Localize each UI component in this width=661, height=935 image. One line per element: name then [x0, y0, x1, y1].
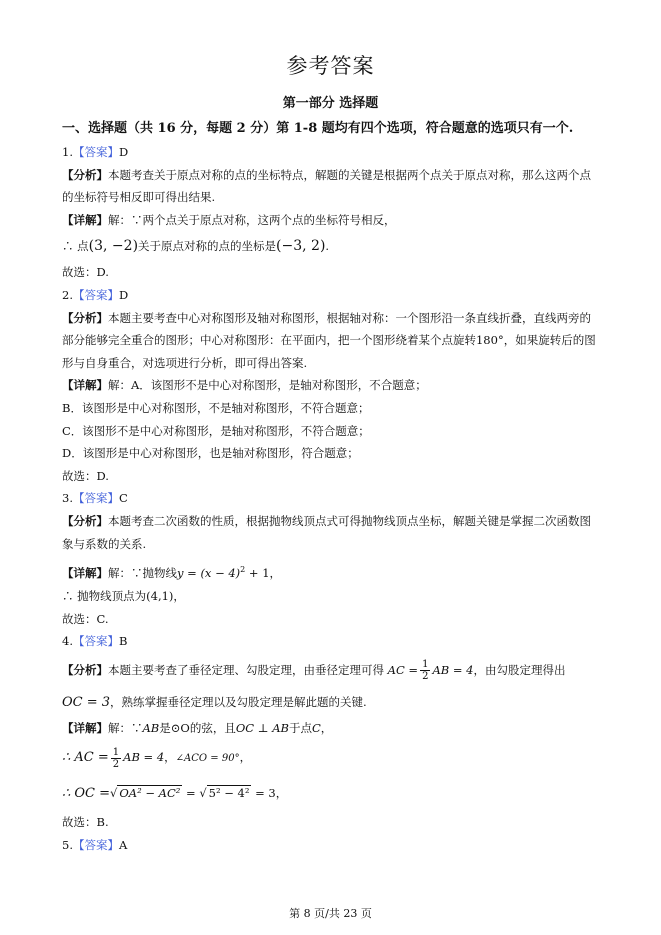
sqrt-icon: √: [199, 786, 207, 801]
q4-equals: =: [182, 786, 200, 801]
q4-answer-line: [62, 630, 610, 653]
q5-answer-line: [62, 834, 610, 857]
q4-point-c: C: [311, 720, 321, 735]
q2-analysis-text: 本题主要考查中心对称图形及轴对称图形，根据轴对称：一个图形沿一条直线折叠，直线两旁的: [108, 310, 591, 325]
answer-tag: 【答案】: [72, 287, 119, 302]
q2-detail-text: 解：A．该图形不是中心对称图形，是轴对称图形，不合题意；: [108, 378, 427, 393]
q4-ab-eq: AB = 4: [432, 662, 474, 677]
answer-tag: 【答案】: [72, 491, 119, 506]
q4-analysis-line-2: [62, 687, 610, 717]
q4-sep-2: ，: [239, 750, 252, 765]
q4-half-fraction-2: [111, 747, 121, 770]
q3-formula-tail: + 1: [245, 565, 270, 580]
q1-answer-line: [62, 141, 610, 164]
q3-answer: C: [118, 491, 128, 506]
q1-detail-mid: 关于原点对称的点的坐标是: [138, 239, 277, 254]
sqrt-icon: √: [110, 786, 118, 801]
q4-perpendicular: OC ⊥ AB: [235, 720, 289, 735]
q2-answer: D: [118, 287, 129, 302]
answer-tag: 【答案】: [72, 838, 119, 853]
analysis-tag: 【分析】: [62, 167, 108, 182]
q4-choose: 故选：B.: [62, 815, 109, 830]
page-footer: 第 8 页/共 23 页: [289, 907, 372, 920]
q3-detail-line-2: ∴ 抛物线顶点为(4,1)，: [62, 589, 185, 604]
q4-detail-pre: 解：∵: [108, 720, 143, 735]
q4-detail-mid: 是⊙O的弦，且: [159, 720, 236, 735]
q1-point: (3, −2): [88, 238, 139, 255]
q4-radicand-1: OA² − AC²: [119, 786, 181, 801]
q4-therefore-oc: ∴ OC =: [62, 786, 111, 802]
q2-detail-line-2: B．该图形是中心对称图形，不是轴对称图形，不符合题意；: [62, 400, 370, 415]
q1-answer: D: [118, 145, 129, 159]
q2-number: 2.: [62, 287, 73, 302]
q3-analysis-text: 本题考查二次函数的性质，根据抛物线顶点式可得抛物线顶点坐标，解题关键是掌握二次函数图: [108, 513, 591, 528]
detail-tag: 【详解】: [62, 720, 108, 735]
q1-number: 1.: [62, 145, 73, 159]
q5-number: 5.: [62, 838, 73, 853]
q4-detail-mid2: 于点: [288, 720, 312, 735]
analysis-tag: 【分析】: [62, 513, 108, 528]
q3-choose: 故选：C.: [62, 611, 109, 626]
q3-parabola-formula: y = (x − 4): [177, 565, 241, 580]
q4-number: 4.: [62, 634, 73, 649]
analysis-tag: 【分析】: [62, 310, 108, 325]
q4-detail-line: [62, 717, 610, 740]
q1-detail-line-2: [62, 231, 610, 261]
q1-analysis-line: [62, 164, 610, 187]
detail-tag: 【详解】: [62, 378, 108, 393]
q4-chord-ab: AB: [142, 720, 160, 735]
q2-detail-line: [62, 374, 610, 397]
q1-analysis-line-2: 的坐标符号相反即可得出结果.: [62, 190, 216, 205]
q4-detail-end: ，: [320, 720, 333, 735]
q3-number: 3.: [62, 491, 73, 506]
q1-period: .: [325, 239, 330, 254]
q4-angle: ∠ACO = 90°: [175, 753, 240, 765]
q4-answer: B: [118, 634, 128, 649]
fraction-numerator: 1: [422, 659, 429, 671]
q1-detail-text: 解：∵两个点关于原点对称，这两个点的坐标符号相反，: [108, 212, 396, 227]
q4-sep: ，: [164, 750, 176, 765]
q4-radicand-2: 5² − 4²: [208, 786, 250, 801]
fraction-denominator: 2: [112, 758, 120, 770]
answer-content: [62, 141, 610, 857]
q3-detail-line: [62, 555, 610, 585]
q1-symmetric-point: (−3, 2): [276, 238, 326, 255]
analysis-tag: 【分析】: [62, 662, 108, 677]
q4-oc-eq: OC = 3: [62, 694, 111, 710]
q4-analysis-text-2: ，熟练掌握垂径定理以及勾股定理是解此题的关键.: [110, 694, 367, 709]
part-subtitle: 第一部分 选择题: [282, 96, 379, 111]
fraction-denominator: 2: [422, 671, 429, 683]
q4-detail-line-2: [62, 739, 610, 775]
answer-tag: 【答案】: [72, 634, 119, 649]
q3-detail-text: 解：∵抛物线: [108, 565, 177, 580]
q4-result: = 3，: [251, 786, 288, 801]
q2-analysis-line-2: 部分能够完全重合的图形；中心对称图形：在平面内，把一个图形绕着某个点旋转180°，如果旋转后的图: [62, 333, 596, 348]
q2-detail-line-4: D．该图形是中心对称图形，也是轴对称图形，符合题意；: [62, 446, 359, 461]
q4-analysis-text: 本题主要考查了垂径定理、勾股定理，由垂径定理可得: [108, 662, 384, 677]
answer-tag: 【答案】: [72, 145, 119, 159]
q2-detail-line-3: C．该图形不是中心对称图形，是轴对称图形，不符合题意；: [62, 423, 370, 438]
fraction-numerator: 1: [112, 746, 120, 758]
q4-detail-line-3: [62, 775, 610, 811]
q4-ab-eq-2: AB = 4: [123, 750, 165, 765]
q4-therefore-ac: ∴ AC =: [62, 750, 109, 766]
q1-therefore: ∴ 点: [62, 239, 89, 254]
q3-answer-line: [62, 487, 610, 510]
q3-comma: ，: [269, 565, 282, 580]
q5-answer: A: [118, 838, 128, 853]
q3-exponent: 2: [240, 565, 246, 575]
q4-analysis-line: [62, 653, 610, 687]
q1-detail-line: [62, 209, 610, 232]
q4-analysis-tail: ，由勾股定理得出: [473, 662, 566, 677]
q3-analysis-line: [62, 510, 610, 533]
q2-analysis-line-3: 形与自身重合，对选项进行分析，即可得出答案.: [62, 355, 308, 370]
page-title: 参考答案: [286, 54, 375, 78]
q1-analysis-text: 本题考查关于原点对称的点的坐标特点，解题的关键是根据两个点关于原点对称，那么这两个点: [108, 167, 591, 182]
q4-ac-eq: AC =: [387, 662, 419, 677]
section-heading: 一、选择题（共 16 分，每题 2 分）第 1-8 题均有四个选项，符合题意的选项只有一个.: [62, 121, 574, 136]
q2-choose: 故选：D.: [62, 468, 109, 483]
q4-half-fraction: [420, 659, 430, 682]
q1-choose: 故选：D.: [62, 265, 109, 280]
detail-tag: 【详解】: [62, 565, 108, 580]
detail-tag: 【详解】: [62, 212, 108, 227]
q2-analysis-line: [62, 307, 610, 330]
q2-answer-line: [62, 284, 610, 307]
q3-analysis-line-2: 象与系数的关系.: [62, 536, 147, 551]
